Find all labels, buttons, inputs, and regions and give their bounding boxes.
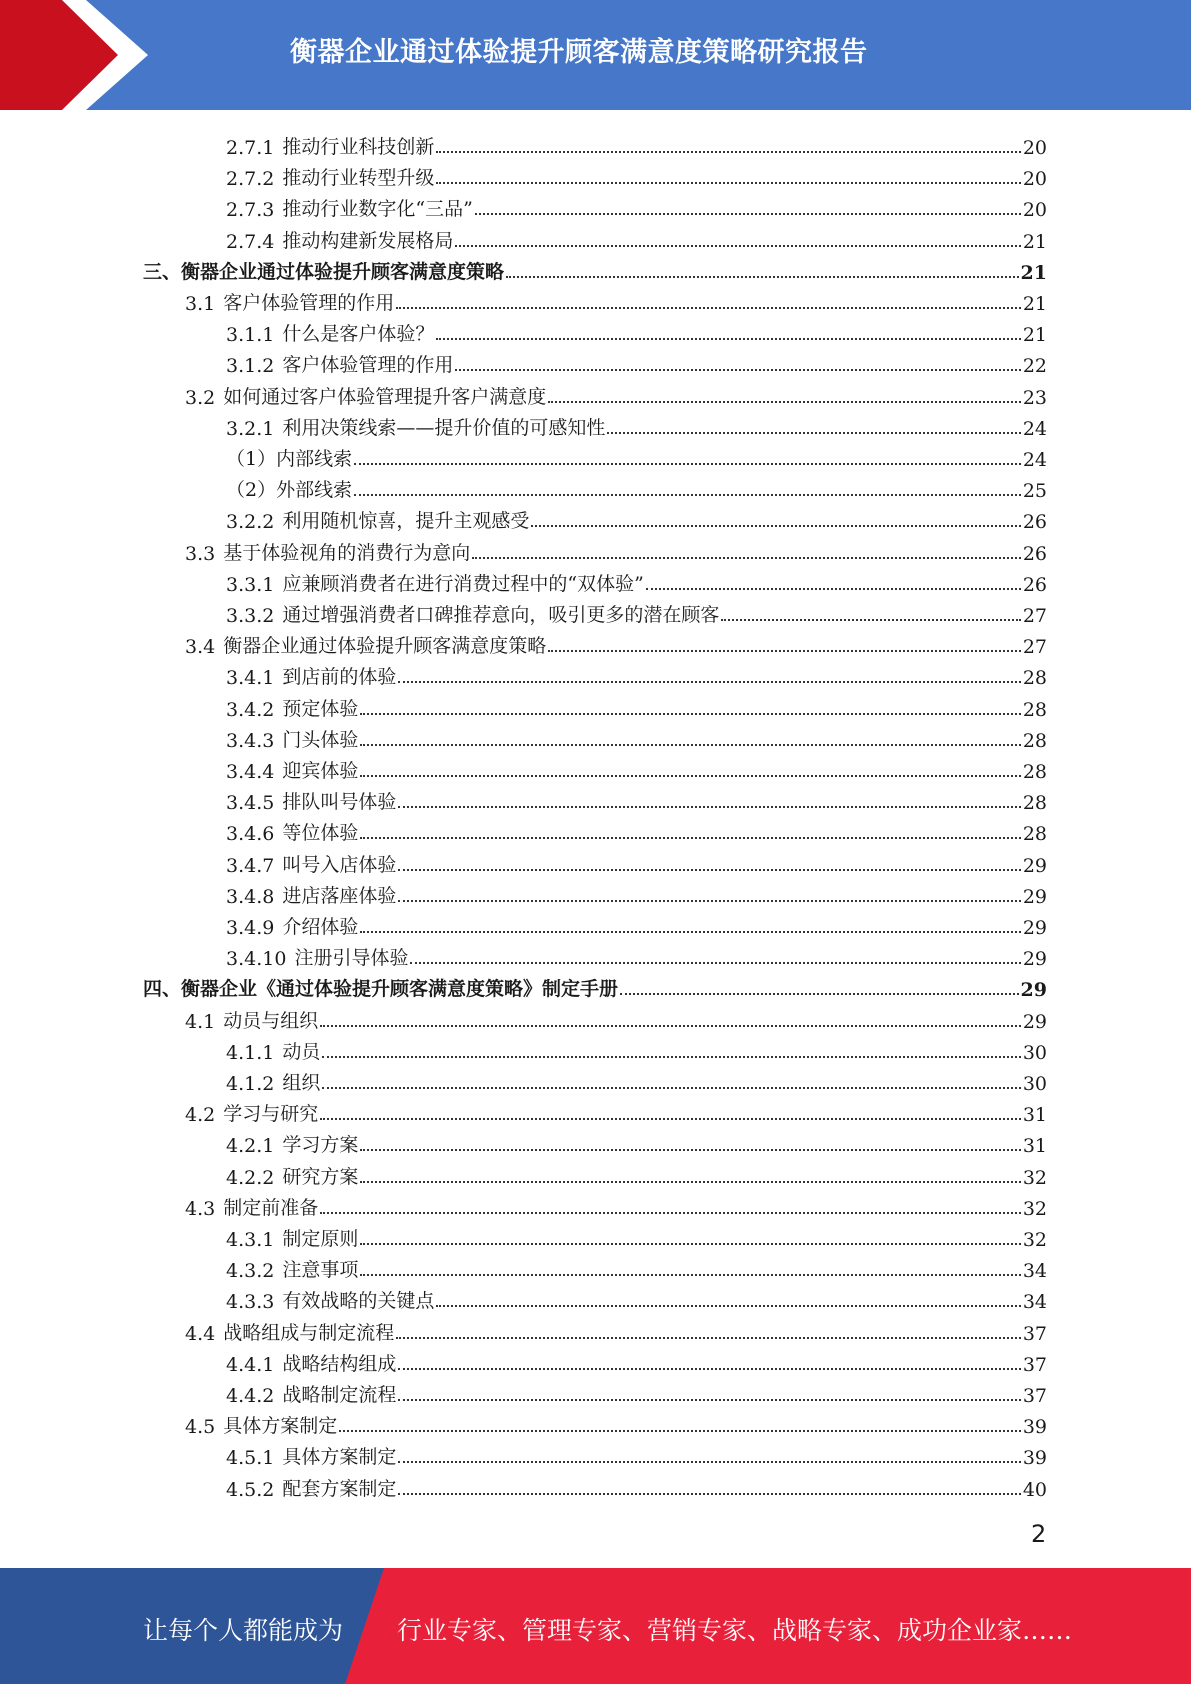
- toc-entry-page: 28: [1022, 823, 1047, 846]
- toc-leader-dots: [398, 1461, 1020, 1463]
- toc-entry-number: 2.7.4: [226, 230, 275, 253]
- toc-entry[interactable]: [185, 627, 1047, 658]
- toc-entry-page: 21: [1022, 230, 1047, 253]
- toc-entry-number: 3.2.2: [226, 511, 275, 534]
- toc-entry-number: 3.4.6: [226, 823, 275, 846]
- toc-entry-number: 3.4.2: [226, 698, 275, 721]
- toc-entry-number: 3.4.10: [226, 948, 287, 971]
- toc-entry-label: 动员: [282, 1040, 321, 1063]
- toc-leader-dots: [455, 369, 1020, 371]
- toc-entry[interactable]: [185, 284, 1047, 315]
- toc-entry-label: 推动行业数字化“三品”: [282, 198, 473, 221]
- toc-entry-label: 战略组成与制定流程: [223, 1321, 395, 1344]
- toc-entry-number: 3.4.4: [226, 761, 275, 783]
- toc-entry-label: （2）外部线索: [226, 479, 353, 502]
- toc-leader-dots: [320, 1212, 1021, 1214]
- toc-entry-page: 31: [1022, 1104, 1047, 1127]
- toc-leader-dots: [398, 806, 1020, 808]
- toc-entry[interactable]: [226, 1064, 1047, 1095]
- toc-leader-dots: [354, 494, 1021, 496]
- toc-entry-number: 3.4.8: [226, 885, 275, 908]
- toc-leader-dots: [360, 931, 1020, 933]
- toc-leader-dots: [620, 993, 1019, 995]
- toc-leader-dots: [360, 744, 1020, 746]
- toc-entry-number: 3.4.7: [226, 854, 275, 877]
- toc-entry-number: 4.5.2: [226, 1478, 275, 1501]
- page-footer: [0, 1568, 1191, 1684]
- toc-entry-number: 4.2.1: [226, 1135, 275, 1158]
- toc-leader-dots: [360, 1149, 1020, 1151]
- toc-leader-dots: [398, 869, 1020, 871]
- toc-entry[interactable]: [185, 534, 1047, 565]
- toc-entry-number: 4.1.1: [226, 1041, 275, 1064]
- toc-entry-page: 28: [1022, 698, 1047, 721]
- toc-entry-page: 28: [1022, 667, 1047, 690]
- toc-entry-number: 3.4.1: [226, 667, 275, 690]
- toc-entry-page: 27: [1022, 636, 1047, 659]
- toc-leader-dots: [398, 1368, 1020, 1370]
- toc-entry-label: 等位体验: [282, 822, 359, 845]
- toc-entry-number: 3.1: [185, 293, 216, 315]
- toc-entry-page: 37: [1022, 1353, 1047, 1376]
- toc-entry[interactable]: [185, 1095, 1047, 1126]
- toc-entry-number: 3.3.1: [226, 573, 275, 596]
- toc-entry-number: 3.3: [185, 542, 216, 565]
- toc-entry-label: 学习方案: [282, 1134, 359, 1157]
- toc-entry-number: 2.7.3: [226, 199, 275, 222]
- toc-entry-label: 有效战略的关键点: [282, 1290, 435, 1313]
- toc-entry-label: 三、衡器企业通过体验提升顾客满意度策略: [143, 260, 505, 283]
- toc-entry-number: 4.1: [185, 1010, 216, 1033]
- toc-leader-dots: [360, 713, 1020, 715]
- toc-entry-number: 3.4: [185, 636, 216, 659]
- toc-leader-dots: [398, 1399, 1020, 1401]
- toc-entry-number: 2.7.1: [226, 137, 275, 159]
- toc-entry-label: 如何通过客户体验管理提升客户满意度: [223, 385, 547, 408]
- toc-entry[interactable]: [185, 1002, 1047, 1033]
- toc-entry[interactable]: [226, 877, 1047, 908]
- toc-entry-number: 4.4.1: [226, 1353, 275, 1376]
- footer-slogan: 让每个人都能成为: [143, 1616, 344, 1645]
- toc-entry[interactable]: [226, 315, 1047, 346]
- toc-entry[interactable]: [226, 502, 1047, 533]
- toc-entry-number: 3.4.3: [226, 729, 275, 752]
- toc-leader-dots: [396, 1337, 1021, 1339]
- toc-leader-dots: [506, 276, 1019, 278]
- toc-leader-dots: [410, 962, 1020, 964]
- toc-entry-label: 四、衡器企业《通过体验提升顾客满意度策略》制定手册: [143, 978, 619, 1001]
- toc-entry-page: 34: [1022, 1291, 1047, 1314]
- toc-entry-page: 29: [1022, 854, 1047, 877]
- toc-entry-number: 4.3: [185, 1197, 216, 1220]
- toc-entry-page: 20: [1022, 199, 1047, 222]
- toc-entry-number: 3.1.1: [226, 324, 275, 347]
- toc-entry-number: 3.4.5: [226, 792, 275, 815]
- toc-entry-page: 28: [1022, 761, 1047, 783]
- toc-entry-label: 战略结构组成: [282, 1352, 397, 1375]
- toc-entry-label: 注意事项: [282, 1259, 359, 1282]
- toc-entry-label: 动员与组织: [223, 1009, 319, 1032]
- toc-entry[interactable]: [185, 1314, 1047, 1345]
- toc-leader-dots: [320, 1025, 1021, 1027]
- toc-entry-number: 4.2: [185, 1104, 216, 1127]
- toc-entry-page: 39: [1022, 1416, 1047, 1439]
- toc-entry-page: 26: [1022, 542, 1047, 565]
- toc-leader-dots: [436, 151, 1020, 153]
- toc-leader-dots: [339, 1430, 1021, 1432]
- toc-entry-label: 基于体验视角的消费行为意向: [223, 541, 471, 564]
- toc-entry-label: 具体方案制定: [282, 1446, 397, 1469]
- toc-leader-dots: [607, 432, 1020, 434]
- toc-leader-dots: [436, 338, 1020, 340]
- toc-entry-label: 推动行业转型升级: [282, 167, 435, 190]
- toc-entry-page: 23: [1022, 386, 1047, 409]
- toc-entry-page: 26: [1022, 573, 1047, 596]
- toc-entry-label: 制定前准备: [223, 1196, 319, 1219]
- toc-entry[interactable]: [226, 1282, 1047, 1313]
- toc-entry-page: 28: [1022, 729, 1047, 752]
- toc-entry[interactable]: [226, 752, 1047, 783]
- toc-entry-number: 4.3.3: [226, 1291, 275, 1314]
- toc-entry-label: 通过增强消费者口碑推荐意向，吸引更多的潜在顾客: [282, 604, 720, 626]
- toc-entry-page: 29: [1022, 917, 1047, 939]
- toc-entry-number: 3.4.9: [226, 917, 275, 939]
- toc-entry-page: 34: [1022, 1260, 1047, 1283]
- toc-entry[interactable]: [226, 939, 1047, 970]
- toc-entry[interactable]: [226, 690, 1047, 721]
- toc-entry-page: 27: [1022, 605, 1047, 627]
- toc-entry-number: 3.2: [185, 386, 216, 409]
- toc-entry-label: 叫号入店体验: [282, 853, 397, 876]
- toc-entry-number: 4.1.2: [226, 1073, 275, 1095]
- toc-entry[interactable]: [226, 814, 1047, 845]
- toc-entry-label: 制定原则: [282, 1228, 359, 1250]
- toc-entry[interactable]: [143, 970, 1047, 1001]
- toc-leader-dots: [360, 1181, 1020, 1183]
- toc-entry-page: 29: [1022, 948, 1047, 971]
- toc-entry-page: 30: [1022, 1073, 1047, 1095]
- toc-entry-label: 注册引导体验: [294, 947, 409, 970]
- toc-entry[interactable]: [226, 222, 1047, 253]
- toc-entry-page: 22: [1022, 355, 1047, 378]
- toc-leader-dots: [360, 775, 1020, 777]
- toc-entry-number: 3.2.1: [226, 417, 275, 440]
- toc-leader-dots: [548, 401, 1021, 403]
- toc-entry-label: 配套方案制定: [282, 1477, 397, 1500]
- toc-entry-number: 2.7.2: [226, 168, 275, 191]
- toc-leader-dots: [472, 557, 1021, 559]
- toc-leader-dots: [320, 1118, 1021, 1120]
- toc-entry[interactable]: [226, 721, 1047, 752]
- toc-entry-page: 20: [1022, 137, 1047, 159]
- toc-entry[interactable]: [185, 1189, 1047, 1220]
- toc-entry-label: 客户体验管理的作用: [282, 354, 454, 377]
- footer-roles: 行业专家、管理专家、营销专家、战略专家、成功企业家……: [397, 1616, 1073, 1645]
- toc-entry-number: 3.3.2: [226, 605, 275, 627]
- toc-entry[interactable]: [226, 658, 1047, 689]
- toc-leader-dots: [646, 588, 1021, 590]
- toc-entry[interactable]: [226, 190, 1047, 221]
- toc-leader-dots: [398, 681, 1020, 683]
- toc-entry[interactable]: [226, 908, 1047, 939]
- toc-entry[interactable]: [226, 1033, 1047, 1064]
- toc-leader-dots: [436, 1305, 1020, 1307]
- toc-entry-number: 4.4.2: [226, 1385, 275, 1407]
- toc-entry[interactable]: [226, 1220, 1047, 1251]
- toc-leader-dots: [531, 525, 1020, 527]
- toc-leader-dots: [548, 650, 1021, 652]
- toc-entry-page: 28: [1022, 792, 1047, 815]
- toc-entry-label: 衡器企业通过体验提升顾客满意度策略: [223, 635, 547, 658]
- toc-leader-dots: [322, 1087, 1020, 1089]
- toc-entry[interactable]: [226, 128, 1047, 159]
- toc-entry-label: 应兼顾消费者在进行消费过程中的“双体验”: [282, 572, 644, 595]
- toc-entry-page: 29: [1020, 979, 1047, 1002]
- toc-entry-page: 26: [1022, 511, 1047, 534]
- toc-entry-label: 排队叫号体验: [282, 791, 397, 814]
- toc-entry-label: 迎宾体验: [282, 760, 359, 782]
- toc-entry[interactable]: [226, 159, 1047, 190]
- toc-entry[interactable]: [226, 409, 1047, 440]
- toc-entry-label: 推动构建新发展格局: [282, 229, 454, 252]
- toc-leader-dots: [721, 619, 1020, 621]
- toc-entry-label: 组织: [282, 1072, 321, 1094]
- toc-entry-label: 进店落座体验: [282, 884, 397, 907]
- toc-entry-page: 32: [1022, 1197, 1047, 1220]
- toc-entry-label: 预定体验: [282, 697, 359, 720]
- toc-entry-label: 什么是客户体验？: [282, 323, 435, 346]
- toc-leader-dots: [398, 1493, 1020, 1495]
- toc-entry-page: 40: [1022, 1478, 1047, 1501]
- toc-leader-dots: [398, 900, 1020, 902]
- toc-entry-label: 战略制定流程: [282, 1384, 397, 1406]
- toc-entry-page: 24: [1022, 417, 1047, 440]
- toc-entry-page: 39: [1022, 1447, 1047, 1470]
- toc-entry[interactable]: [226, 1251, 1047, 1282]
- toc-entry[interactable]: [226, 565, 1047, 596]
- toc-leader-dots: [360, 837, 1020, 839]
- toc-entry-page: 21: [1020, 261, 1047, 284]
- toc-entry-page: 31: [1022, 1135, 1047, 1158]
- toc-entry-number: 3.1.2: [226, 355, 275, 378]
- toc-leader-dots: [360, 1274, 1020, 1276]
- toc-entry-page: 29: [1022, 1010, 1047, 1033]
- toc-leader-dots: [436, 182, 1020, 184]
- toc-entry-label: 门头体验: [282, 728, 359, 751]
- toc-entry-label: 客户体验管理的作用: [223, 292, 395, 314]
- toc-entry[interactable]: [226, 1376, 1047, 1407]
- toc-entry-label: 利用随机惊喜，提升主观感受: [282, 510, 530, 533]
- toc-entry-number: 4.3.1: [226, 1229, 275, 1251]
- toc-entry-number: 4.3.2: [226, 1260, 275, 1283]
- toc-entry-page: 37: [1022, 1385, 1047, 1407]
- toc-entry[interactable]: [226, 1345, 1047, 1376]
- toc-entry-page: 21: [1022, 293, 1047, 315]
- page-header: [0, 0, 1191, 110]
- toc-entry[interactable]: [226, 596, 1047, 627]
- toc-entry-page: 32: [1022, 1229, 1047, 1251]
- toc-entry[interactable]: [226, 846, 1047, 877]
- toc-entry[interactable]: [226, 1126, 1047, 1157]
- toc-entry[interactable]: [143, 253, 1047, 284]
- toc-leader-dots: [360, 1243, 1020, 1245]
- toc-entry-label: 推动行业科技创新: [282, 136, 435, 158]
- toc-entry-page: 30: [1022, 1041, 1047, 1064]
- toc-leader-dots: [322, 1056, 1020, 1058]
- toc-entry[interactable]: [185, 1407, 1047, 1438]
- toc-entry-page: 25: [1022, 480, 1047, 503]
- toc-entry-number: 4.2.2: [226, 1166, 275, 1189]
- toc-entry-page: 24: [1022, 449, 1047, 471]
- toc-entry[interactable]: [226, 471, 1047, 502]
- toc-entry-label: 利用决策线索——提升价值的可感知性: [282, 416, 606, 439]
- toc-entry-page: 29: [1022, 885, 1047, 908]
- page-number: 2: [1031, 1520, 1047, 1548]
- toc-entry[interactable]: [185, 378, 1047, 409]
- toc-entry[interactable]: [226, 1470, 1047, 1501]
- toc-entry[interactable]: [226, 440, 1047, 471]
- toc-entry-page: 32: [1022, 1166, 1047, 1189]
- toc-leader-dots: [455, 245, 1020, 247]
- toc-leader-dots: [354, 463, 1021, 465]
- toc-leader-dots: [475, 213, 1021, 215]
- toc-leader-dots: [396, 307, 1021, 309]
- toc-entry[interactable]: [226, 1158, 1047, 1189]
- toc-entry-number: 4.5.1: [226, 1447, 275, 1470]
- toc-entry[interactable]: [226, 346, 1047, 377]
- toc-entry-label: 介绍体验: [282, 916, 359, 938]
- toc-entry-number: 4.5: [185, 1416, 216, 1439]
- toc-entry-label: 研究方案: [282, 1165, 359, 1188]
- toc-entry[interactable]: [226, 1438, 1047, 1469]
- toc-entry-label: 到店前的体验: [282, 666, 397, 689]
- toc-entry-page: 37: [1022, 1322, 1047, 1345]
- toc-entry-label: 学习与研究: [223, 1103, 319, 1126]
- toc-entry[interactable]: [226, 783, 1047, 814]
- header-title: 衡器企业通过体验提升顾客满意度策略研究报告: [290, 37, 868, 68]
- toc-entry-label: 具体方案制定: [223, 1415, 338, 1438]
- toc-entry-page: 20: [1022, 168, 1047, 191]
- toc-entry-label: （1）内部线索: [226, 448, 353, 470]
- toc-entry-number: 4.4: [185, 1322, 216, 1345]
- toc-entry-page: 21: [1022, 324, 1047, 347]
